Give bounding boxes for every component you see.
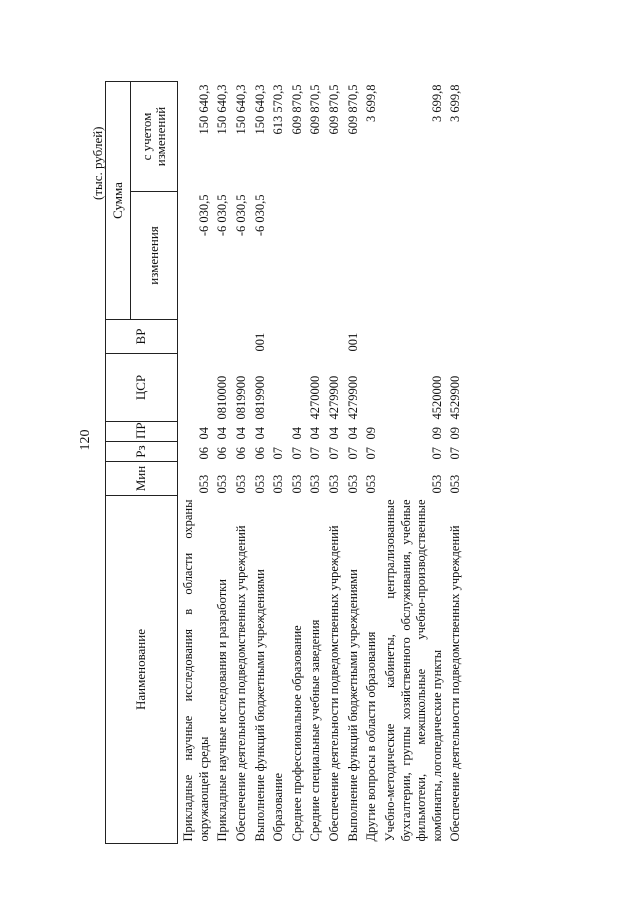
row-csr bbox=[268, 354, 287, 422]
table-row bbox=[212, 82, 231, 844]
row-vr: 001 bbox=[345, 332, 360, 352]
row-change: -6 030,5 bbox=[233, 194, 248, 237]
row-csr bbox=[361, 354, 380, 422]
row-csr: 4520000 bbox=[429, 375, 444, 420]
row-vr bbox=[178, 320, 213, 354]
page-number: 120 bbox=[78, 429, 93, 451]
row-min: 053 bbox=[429, 474, 444, 494]
header-rz: Рз bbox=[106, 442, 178, 462]
row-rz: 07 bbox=[327, 447, 341, 460]
row-name: Выполнение функций бюджетными учреждениями bbox=[252, 569, 267, 842]
row-vr bbox=[361, 320, 380, 354]
table-body bbox=[178, 82, 465, 844]
table-header bbox=[106, 82, 178, 844]
row-vr: 001 bbox=[252, 332, 267, 352]
table-row bbox=[380, 82, 446, 844]
row-min: 053 bbox=[233, 474, 248, 494]
row-name: Обеспечение деятельности подведомственных учреждений bbox=[233, 525, 248, 842]
row-name: Средние специальные учебные заведения bbox=[308, 619, 323, 842]
row-change: -6 030,5 bbox=[215, 194, 230, 237]
row-rz: 07 bbox=[289, 447, 304, 460]
row-name: Обеспечение деятельности подведомственных учреждений bbox=[448, 525, 463, 842]
row-pr: 09 bbox=[448, 427, 463, 440]
row-change bbox=[305, 192, 324, 320]
row-name: Выполнение функций бюджетными учреждениями bbox=[345, 569, 360, 842]
budget-table bbox=[105, 81, 464, 844]
header-with-changes: с учетом изменений bbox=[131, 82, 178, 192]
row-vr bbox=[212, 320, 231, 354]
table-row bbox=[445, 82, 464, 844]
row-min: 053 bbox=[308, 474, 323, 494]
row-total: 613 570,3 bbox=[271, 84, 286, 135]
row-change bbox=[343, 192, 362, 320]
row-total: 150 640,3 bbox=[233, 84, 248, 135]
table-row bbox=[324, 82, 343, 844]
row-rz: 07 bbox=[448, 447, 463, 460]
row-change: -6 030,5 bbox=[252, 194, 267, 237]
row-change: -6 030,5 bbox=[196, 194, 211, 237]
row-total: 3 699,8 bbox=[448, 84, 463, 122]
row-rz: 06 bbox=[215, 447, 230, 460]
row-total: 3 699,8 bbox=[429, 84, 444, 122]
row-name: Прикладные научные исследования и разработки bbox=[215, 579, 230, 842]
row-vr bbox=[380, 320, 446, 354]
table-row bbox=[305, 82, 324, 844]
row-total: 150 640,3 bbox=[196, 84, 211, 135]
row-pr: 09 bbox=[364, 427, 379, 440]
header-changes: изменения bbox=[131, 192, 178, 320]
row-change bbox=[268, 192, 287, 320]
row-name: Учебно-методические кабинеты, централизованные бухгалтерии, группы хозяйственного обслуживания, учебные фильмотеки, межшкольные учебно-производственные комбинаты, логопедические пункты bbox=[382, 499, 444, 842]
row-change bbox=[445, 192, 464, 320]
table-row bbox=[287, 82, 306, 844]
row-rz: 07 bbox=[364, 447, 379, 460]
row-total: 3 699,8 bbox=[364, 84, 379, 122]
row-pr: 04 bbox=[252, 427, 267, 440]
row-vr bbox=[287, 320, 306, 354]
row-total: 609 870,5 bbox=[308, 84, 323, 135]
row-min: 053 bbox=[345, 474, 360, 494]
header-min: Мин bbox=[106, 462, 178, 496]
header-vr: ВР bbox=[106, 320, 178, 354]
row-rz: 07 bbox=[429, 447, 444, 460]
row-csr: 4279900 bbox=[345, 375, 360, 420]
row-total: 150 640,3 bbox=[215, 84, 230, 135]
row-rz: 06 bbox=[196, 447, 211, 460]
row-csr bbox=[287, 354, 306, 422]
row-csr: 4279900 bbox=[327, 375, 341, 420]
row-rz: 07 bbox=[345, 447, 360, 460]
row-change bbox=[380, 192, 446, 320]
row-rz: 06 bbox=[233, 447, 248, 460]
row-pr: 04 bbox=[196, 427, 211, 440]
table-row bbox=[268, 82, 287, 844]
row-vr bbox=[324, 320, 343, 354]
row-rz: 07 bbox=[308, 447, 323, 460]
row-pr: 04 bbox=[215, 427, 230, 440]
row-pr: 09 bbox=[429, 427, 444, 440]
row-total: 609 870,5 bbox=[345, 84, 360, 135]
row-vr bbox=[231, 320, 250, 354]
row-rz: 06 bbox=[252, 447, 267, 460]
row-min: 053 bbox=[448, 474, 463, 494]
row-min: 053 bbox=[327, 474, 341, 494]
header-sum: Сумма bbox=[106, 82, 131, 320]
row-min: 053 bbox=[215, 474, 230, 494]
row-min: 053 bbox=[271, 474, 286, 494]
row-name: Среднее профессиональное образование bbox=[289, 625, 304, 842]
row-change bbox=[287, 192, 306, 320]
header-pr: ПР bbox=[106, 422, 178, 442]
table-row bbox=[178, 82, 213, 844]
row-pr: 04 bbox=[345, 427, 360, 440]
row-min: 053 bbox=[196, 474, 211, 494]
row-pr: 04 bbox=[327, 427, 341, 440]
row-min: 053 bbox=[364, 474, 379, 494]
table-row bbox=[343, 82, 362, 844]
row-pr bbox=[268, 422, 287, 442]
row-min: 053 bbox=[252, 474, 267, 494]
table-row bbox=[361, 82, 380, 844]
row-vr bbox=[305, 320, 324, 354]
header-csr: ЦСР bbox=[106, 354, 178, 422]
row-vr bbox=[268, 320, 287, 354]
row-name: Прикладные научные исследования в области охраны окружающей среды bbox=[181, 499, 211, 842]
row-name: Образование bbox=[271, 772, 286, 842]
row-pr: 04 bbox=[308, 427, 323, 440]
row-csr: 4529900 bbox=[448, 375, 463, 420]
row-csr: 4270000 bbox=[308, 375, 323, 420]
row-change bbox=[361, 192, 380, 320]
row-name: Другие вопросы в области образования bbox=[364, 631, 379, 842]
row-csr bbox=[178, 354, 213, 422]
units-label: (тыс. рублей) bbox=[90, 126, 105, 200]
row-change bbox=[324, 192, 343, 320]
row-pr: 04 bbox=[233, 427, 248, 440]
row-total: 150 640,3 bbox=[252, 84, 267, 135]
row-rz: 07 bbox=[271, 447, 286, 460]
row-vr bbox=[445, 320, 464, 354]
table-row bbox=[250, 82, 269, 844]
row-pr: 04 bbox=[289, 427, 304, 440]
table-row bbox=[231, 82, 250, 844]
row-total: 609 870,5 bbox=[289, 84, 304, 135]
row-min: 053 bbox=[289, 474, 304, 494]
row-csr: 0819900 bbox=[252, 375, 267, 420]
row-name: Обеспечение деятельности подведомственных учреждений bbox=[327, 525, 341, 842]
row-csr: 0810000 bbox=[215, 375, 230, 420]
row-total: 609 870,5 bbox=[327, 84, 341, 135]
header-name: Наименование bbox=[106, 496, 178, 844]
row-csr: 0819900 bbox=[233, 375, 248, 420]
